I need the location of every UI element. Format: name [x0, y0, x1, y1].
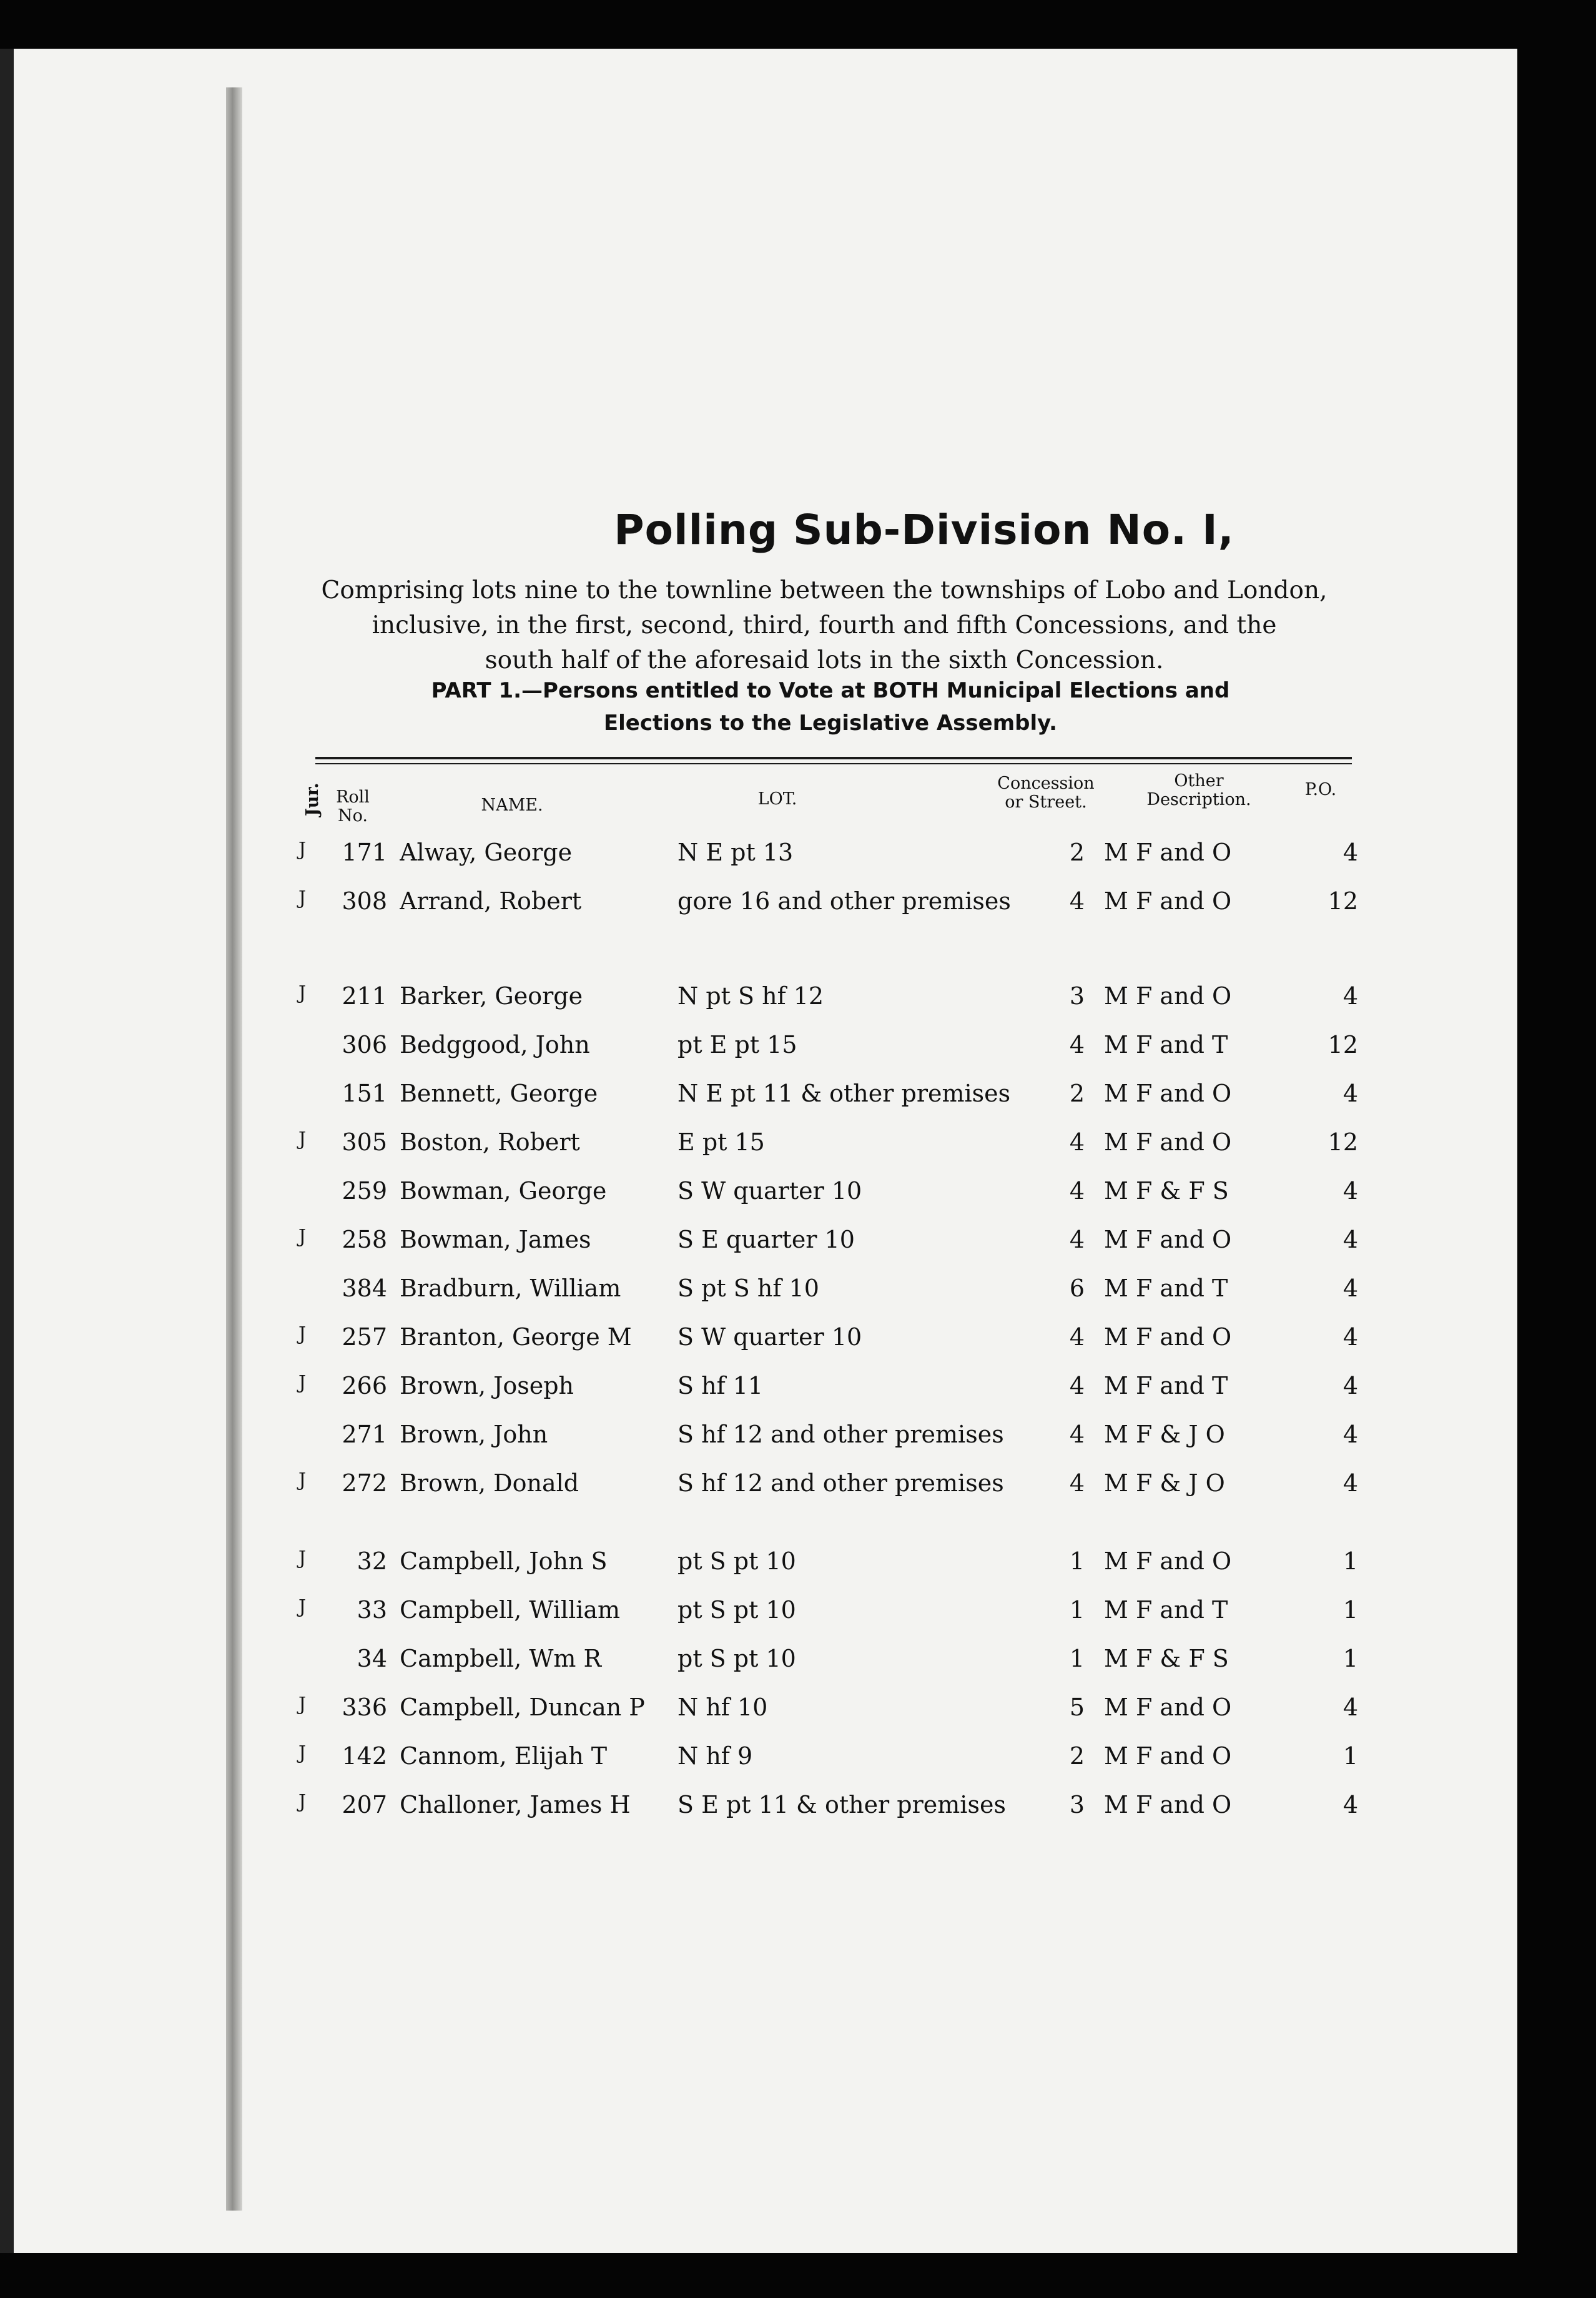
table-row [0, 1469, 1529, 1507]
post-office: 4 [1342, 1177, 1358, 1205]
roll-header-line: No. [338, 806, 368, 826]
jur-mark: J [298, 1742, 307, 1764]
lot: N hf 10 [677, 1694, 768, 1721]
post-office: 4 [1342, 1372, 1358, 1399]
concession: 1 [1069, 1547, 1085, 1575]
roll-number: 308 [342, 887, 387, 915]
voter-name: Bowman, James [400, 1226, 591, 1253]
voter-name: Brown, John [400, 1421, 548, 1448]
table-row [0, 982, 1529, 1020]
jur-mark: J [298, 1694, 307, 1715]
post-office: 4 [1342, 1469, 1358, 1497]
post-office: 4 [1342, 1080, 1358, 1107]
voter-name: Branton, George M [400, 1323, 632, 1351]
lot: S hf 12 and other premises [677, 1421, 1004, 1448]
name-header: NAME. [481, 796, 543, 815]
other-description: M F and O [1104, 982, 1232, 1010]
part-heading-line: PART 1.—Persons entitled to Vote at BOTH Municipal Elections and [431, 678, 1230, 703]
header-rule-top [315, 757, 1352, 759]
description [287, 573, 1361, 678]
lot: pt S pt 10 [677, 1645, 796, 1672]
lot: S hf 11 [677, 1372, 764, 1399]
other-description: M F & J O [1104, 1421, 1225, 1448]
description-line: south half of the aforesaid lots in the sixth Concession. [485, 646, 1164, 674]
other-description: M F & J O [1104, 1469, 1225, 1497]
voter-name: Brown, Donald [400, 1469, 579, 1497]
concession: 1 [1069, 1596, 1085, 1624]
voter-name: Brown, Joseph [400, 1372, 574, 1399]
other-description-header [1130, 772, 1268, 809]
table-row [0, 1275, 1529, 1312]
concession: 4 [1069, 1031, 1085, 1058]
table-row [0, 1177, 1529, 1215]
lot: pt S pt 10 [677, 1547, 796, 1575]
right-scan-border [1517, 44, 1596, 2292]
other-description-header-line: Other [1174, 771, 1224, 791]
roll-number: 34 [357, 1645, 387, 1672]
roll-number: 336 [342, 1694, 387, 1721]
table-row [0, 1080, 1529, 1117]
concession: 4 [1069, 1323, 1085, 1351]
roll-number: 259 [342, 1177, 387, 1205]
voter-name: Campbell, William [400, 1596, 621, 1624]
concession: 2 [1069, 1742, 1085, 1770]
other-description: M F and O [1104, 1226, 1232, 1253]
roll-number: 171 [342, 839, 387, 866]
post-office: 1 [1342, 1742, 1358, 1770]
jur-mark: J [298, 839, 307, 861]
lot: S E pt 11 & other premises [677, 1791, 1006, 1818]
part-heading-line: Elections to the Legislative Assembly. [603, 711, 1058, 736]
concession: 3 [1069, 982, 1085, 1010]
concession: 2 [1069, 1080, 1085, 1107]
other-description: M F and O [1104, 1323, 1232, 1351]
roll-number: 142 [342, 1742, 387, 1770]
other-description: M F and O [1104, 1080, 1232, 1107]
concession: 4 [1069, 1421, 1085, 1448]
voter-name: Arrand, Robert [400, 887, 582, 915]
other-description-header-line: Description. [1146, 790, 1251, 809]
table-row [0, 839, 1529, 876]
other-description: M F and T [1104, 1275, 1228, 1302]
voter-name: Campbell, Wm R [400, 1645, 602, 1672]
other-description: M F and T [1104, 1031, 1228, 1058]
lot: S W quarter 10 [677, 1323, 862, 1351]
roll-header-line: Roll [336, 787, 370, 807]
lot: S W quarter 10 [677, 1177, 862, 1205]
roll-number: 305 [342, 1128, 387, 1156]
roll-number: 306 [342, 1031, 387, 1058]
roll-number: 384 [342, 1275, 387, 1302]
table-row [0, 1372, 1529, 1409]
roll-number: 272 [342, 1469, 387, 1497]
other-description: M F & F S [1104, 1645, 1229, 1672]
lot: pt E pt 15 [677, 1031, 797, 1058]
voter-name: Alway, George [400, 839, 573, 866]
post-office: 12 [1328, 1031, 1358, 1058]
voter-name: Barker, George [400, 982, 583, 1010]
concession: 2 [1069, 839, 1085, 866]
table-row [0, 1742, 1529, 1780]
post-office: 4 [1342, 1226, 1358, 1253]
page-title: Polling Sub-Division No. I, [614, 506, 1234, 554]
roll-number: 32 [357, 1547, 387, 1575]
voter-name: Bennett, George [400, 1080, 598, 1107]
concession: 4 [1069, 1128, 1085, 1156]
voter-name: Bowman, George [400, 1177, 607, 1205]
lot: pt S pt 10 [677, 1596, 796, 1624]
lot: S pt S hf 10 [677, 1275, 819, 1302]
roll-number: 271 [342, 1421, 387, 1448]
lot-header: LOT. [757, 789, 797, 809]
roll-number: 151 [342, 1080, 387, 1107]
concession: 4 [1069, 1177, 1085, 1205]
description-line: Comprising lots nine to the townline between the townships of Lobo and London, [321, 576, 1328, 604]
lot: N pt S hf 12 [677, 982, 824, 1010]
table-row [0, 1791, 1529, 1828]
roll-header [325, 788, 381, 826]
other-description: M F and O [1104, 1791, 1232, 1818]
voter-name: Challoner, James H [400, 1791, 631, 1818]
concession: 1 [1069, 1645, 1085, 1672]
post-office: 1 [1342, 1596, 1358, 1624]
roll-number: 33 [357, 1596, 387, 1624]
voter-name: Campbell, Duncan P [400, 1694, 645, 1721]
table-row [0, 887, 1529, 925]
part-heading [325, 674, 1336, 739]
table-row [0, 1596, 1529, 1634]
header-rule-bottom [315, 763, 1352, 764]
table-row [0, 1323, 1529, 1361]
table-row [0, 1645, 1529, 1682]
jur-mark: J [298, 1372, 307, 1394]
post-office: 4 [1342, 982, 1358, 1010]
other-description: M F and O [1104, 1128, 1232, 1156]
other-description: M F & F S [1104, 1177, 1229, 1205]
lot: N E pt 13 [677, 839, 794, 866]
concession-header-line: Concession [997, 774, 1095, 793]
concession: 4 [1069, 887, 1085, 915]
voter-name: Campbell, John S [400, 1547, 608, 1575]
jur-mark: J [298, 1596, 307, 1618]
voter-name: Cannom, Elijah T [400, 1742, 608, 1770]
jur-mark: J [298, 1128, 307, 1150]
post-office: 12 [1328, 1128, 1358, 1156]
post-office: 4 [1342, 1323, 1358, 1351]
description-line: inclusive, in the first, second, third, fourth and fifth Concessions, and the [372, 611, 1277, 639]
roll-number: 257 [342, 1323, 387, 1351]
lot: E pt 15 [677, 1128, 765, 1156]
post-office: 4 [1342, 1421, 1358, 1448]
concession: 4 [1069, 1469, 1085, 1497]
po-header: P.O. [1304, 780, 1337, 799]
jur-mark: J [298, 1323, 307, 1345]
jur-mark: J [298, 1791, 307, 1813]
concession-header [974, 774, 1118, 812]
table-row [0, 1226, 1529, 1263]
roll-number: 258 [342, 1226, 387, 1253]
table-row [0, 1421, 1529, 1458]
table-row [0, 1128, 1529, 1166]
jur-mark: J [298, 982, 307, 1004]
post-office: 1 [1342, 1547, 1358, 1575]
concession-header-line: or Street. [1005, 792, 1087, 812]
roll-number: 211 [342, 982, 387, 1010]
other-description: M F and T [1104, 1596, 1228, 1624]
post-office: 4 [1342, 1694, 1358, 1721]
concession: 5 [1069, 1694, 1085, 1721]
lot: S hf 12 and other premises [677, 1469, 1004, 1497]
post-office: 12 [1328, 887, 1358, 915]
table-row [0, 1694, 1529, 1731]
roll-number: 207 [342, 1791, 387, 1818]
jur-header: Jur. [303, 782, 322, 816]
other-description: M F and O [1104, 887, 1232, 915]
post-office: 4 [1342, 1275, 1358, 1302]
voter-name: Bedggood, John [400, 1031, 590, 1058]
table-row [0, 1031, 1529, 1068]
post-office: 1 [1342, 1645, 1358, 1672]
other-description: M F and O [1104, 839, 1232, 866]
other-description: M F and O [1104, 1547, 1232, 1575]
jur-mark: J [298, 1226, 307, 1248]
voter-name: Bradburn, William [400, 1275, 621, 1302]
concession: 4 [1069, 1226, 1085, 1253]
voter-name: Boston, Robert [400, 1128, 580, 1156]
other-description: M F and T [1104, 1372, 1228, 1399]
other-description: M F and O [1104, 1694, 1232, 1721]
jur-mark: J [298, 1547, 307, 1569]
concession: 4 [1069, 1372, 1085, 1399]
lot: N hf 9 [677, 1742, 753, 1770]
lot: N E pt 11 & other premises [677, 1080, 1011, 1107]
concession: 6 [1069, 1275, 1085, 1302]
lot: S E quarter 10 [677, 1226, 855, 1253]
roll-number: 266 [342, 1372, 387, 1399]
concession: 3 [1069, 1791, 1085, 1818]
jur-mark: J [298, 887, 307, 909]
other-description: M F and O [1104, 1742, 1232, 1770]
table-row [0, 1547, 1529, 1585]
post-office: 4 [1342, 839, 1358, 866]
post-office: 4 [1342, 1791, 1358, 1818]
lot: gore 16 and other premises [677, 887, 1011, 915]
jur-mark: J [298, 1469, 307, 1491]
